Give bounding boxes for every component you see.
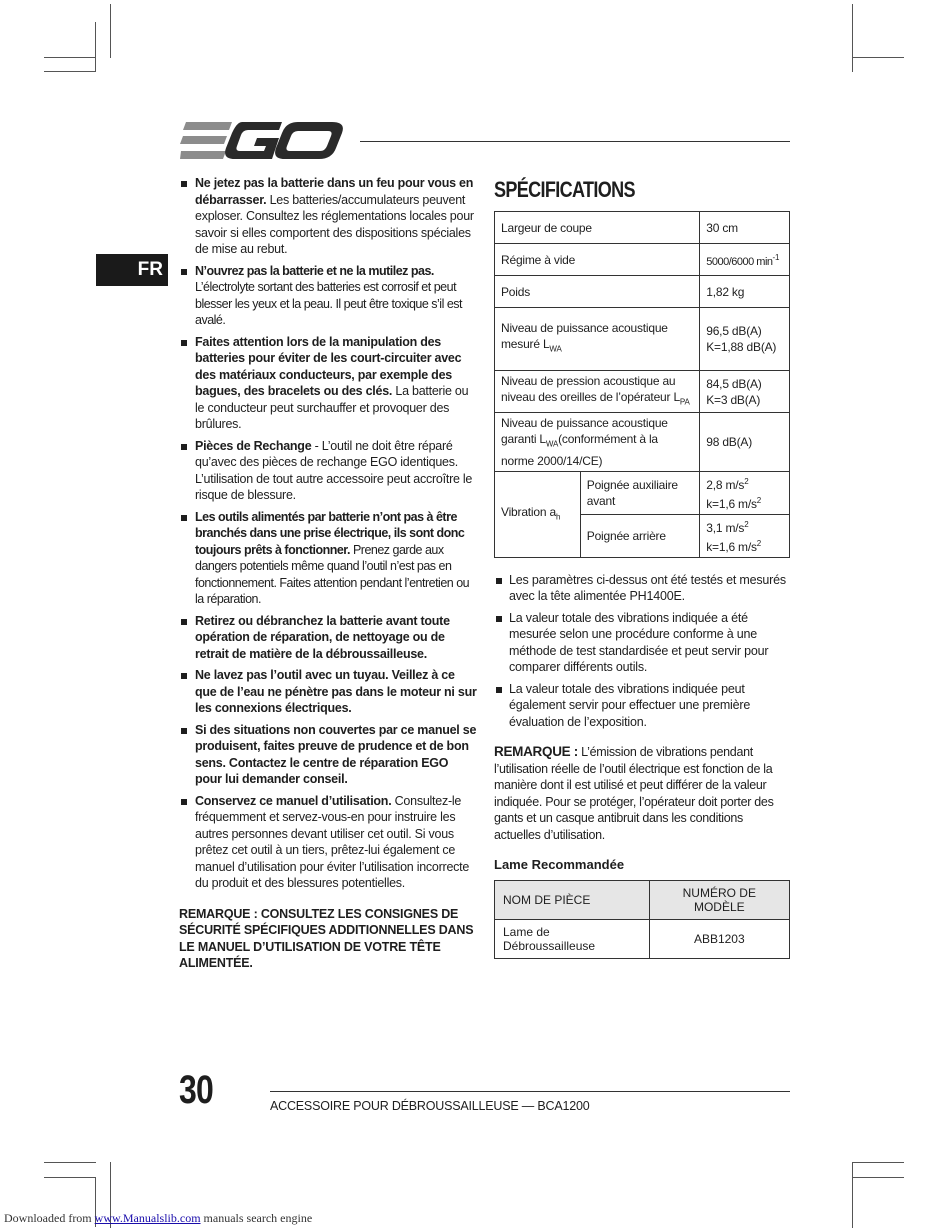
safety-bullet: N’ouvrez pas la batterie et ne la mutilez pas. L’électrolyte sortant des batteries est corrosif et peut blesser les yeux et la peau. Il peut être toxique s’il est avalé.	[179, 263, 477, 329]
crop-mark	[852, 4, 853, 72]
spec-value: 1,82 kg	[700, 276, 790, 308]
safety-bullet: Retirez ou débranchez la batterie avant toute opération de réparation, de nettoyage ou de retrait de matière de la débroussailleuse.	[179, 613, 477, 663]
crop-mark	[110, 4, 111, 58]
vibration-remark: REMARQUE : L’émission de vibrations pendant l’utilisation réelle de l’outil électrique est fonction de la manière dont il est utilisé et peut différer de la valeur indiquée. Pour se protéger, l’opérateur doit porter des gants et un casque antibruit dans les conditions actuelles d’utilisation.	[494, 744, 774, 842]
safety-bullet: Si des situations non couvertes par ce manuel se produisent, faites preuve de prudence et de bon sens. Contactez le centre de réparation EGO pour lui demander conseil.	[179, 722, 477, 788]
spec-label: Niveau de puissance acoustique garanti $L_{WA}(conformément$ à la norme 2000/14/CE)	[495, 413, 700, 471]
download-footer: Downloaded from www.Manualslib.com manuals search engine	[4, 1211, 313, 1225]
blade-table	[494, 880, 790, 959]
manualslib-link[interactable]: www.Manualslib.com	[94, 1211, 201, 1225]
ego-logo	[180, 122, 345, 160]
crop-mark	[852, 1162, 904, 1163]
spec-label: Régime à vide	[495, 244, 700, 276]
spec-value: 5000/6000 $\min^{-1}$	[700, 244, 790, 276]
spec-label: Niveau de pression acoustique au niveau des oreilles de l’opérateur $L_{PA}$	[495, 371, 700, 413]
column-header: NOM DE PIÈCE	[495, 881, 650, 920]
crop-mark	[44, 1162, 96, 1163]
safety-bullet: Pièces de Rechange - L’outil ne doit être réparé qu’avec des pièces de rechange EGO identiques. L’utilisation de tout autre accessoire peut accroître le risque de blessure.	[179, 438, 477, 504]
spec-label: Vibration $a_h$	[495, 471, 581, 557]
table-row	[495, 276, 790, 308]
spec-label: Poids	[495, 276, 700, 308]
spec-value: 98 dB(A)	[700, 413, 790, 471]
language-tab: FR	[96, 254, 168, 286]
table-row	[495, 413, 790, 471]
spec-sublabel: Poignée arrière	[580, 514, 699, 557]
spec-value: 96,5 dB(A) K=1,88 dB(A)	[700, 308, 790, 371]
table-row	[495, 920, 790, 959]
specification-notes	[494, 572, 790, 731]
table-row	[495, 471, 790, 514]
model-number: ABB1203	[649, 920, 789, 959]
safety-remark: REMARQUE : CONSULTEZ LES CONSIGNES DE SÉCURITÉ SPÉCIFIQUES ADDITIONNELLES DANS LE MANUEL D’UTILISATION DE VOTRE TÊTE ALIMENTÉE.	[179, 906, 474, 970]
header-rule	[360, 141, 790, 142]
page-number: 30	[179, 1068, 213, 1112]
spec-sublabel: Poignée auxiliaire avant	[580, 471, 699, 514]
footer-rule	[270, 1091, 790, 1092]
safety-bullet: Ne jetez pas la batterie dans un feu pour vous en débarrasser. Les batteries/accumulateurs peuvent exploser. Consultez les réglementations locales pour savoir si elles comportent des dispositions spéciales de mise au rebut.	[179, 175, 477, 258]
crop-mark	[44, 1177, 96, 1178]
table-header-row	[495, 881, 790, 920]
spec-label: Niveau de puissance acoustique mesuré $L_{WA}$	[495, 308, 700, 371]
crop-mark	[44, 71, 96, 72]
spec-note-bullet: La valeur totale des vibrations indiquée a été mesurée selon une procédure conforme à une méthode de test standardisée et peut servir pour comparer différents outils.	[494, 610, 790, 676]
spec-note-bullet: La valeur totale des vibrations indiquée peut également servir pour effectuer une première évaluation de l’exposition.	[494, 681, 790, 731]
safety-bullet: Conservez ce manuel d’utilisation. Consultez-le fréquemment et servez-vous-en pour instruire les autres personnes devant utiliser cet outil. Si vous prêtez cet outil à un tiers, prêtez-lui également ce manuel d’utilisation pour éviter l’utilisation incorrecte du produit et des blessures potentielles.	[179, 793, 477, 892]
safety-bullet: Ne lavez pas l’outil avec un tuyau. Veillez à ce que de l’eau ne pénètre pas dans le moteur ni sur les connexions électriques.	[179, 667, 477, 717]
blade-title: Lame Recommandée	[494, 857, 625, 873]
crop-mark	[95, 22, 96, 72]
spec-value: 3,1 $m/s^2$ k=1,6 $m/s^2$	[700, 514, 790, 557]
part-name: Lame de Débroussailleuse	[495, 920, 650, 959]
specifications-table	[494, 211, 790, 558]
footer-title: ACCESSOIRE POUR DÉBROUSSAILLEUSE — BCA1200	[270, 1099, 590, 1113]
spec-value: 30 cm	[700, 212, 790, 244]
safety-bullet: Les outils alimentés par batterie n’ont pas à être branchés dans une prise électrique, ils sont donc toujours prêts à fonctionner. Prenez garde aux dangers potentiels même quand l’outil n’est pas en fonctionnement. Faites attention pendant l’entretien ou la réparation.	[179, 509, 477, 608]
spec-note-bullet: Les paramètres ci-dessus ont été testés et mesurés avec la tête alimentée PH1400E.	[494, 572, 790, 605]
table-row	[495, 212, 790, 244]
specifications-column	[494, 175, 790, 959]
crop-mark	[852, 1177, 904, 1178]
table-row	[495, 371, 790, 413]
crop-mark	[852, 1162, 853, 1228]
crop-mark	[44, 57, 96, 58]
table-row	[495, 244, 790, 276]
crop-mark	[852, 57, 904, 58]
specifications-title: SPÉCIFICATIONS	[494, 177, 635, 202]
safety-bullet: Faites attention lors de la manipulation des batteries pour éviter de les court-circuiter avec des matériaux conducteurs, par exemple des bagues, des bracelets ou des clés. La batterie ou le conducteur peut surchauffer et provoquer des brûlures.	[179, 334, 477, 433]
spec-value: 84,5 dB(A) K=3 dB(A)	[700, 371, 790, 413]
spec-value: 2,8 $m/s^2$ k=1,6 $m/s^2$	[700, 471, 790, 514]
column-header: NUMÉRO DE MODÈLE	[649, 881, 789, 920]
safety-column	[179, 175, 477, 972]
spec-label: Largeur de coupe	[495, 212, 700, 244]
table-row	[495, 308, 790, 371]
